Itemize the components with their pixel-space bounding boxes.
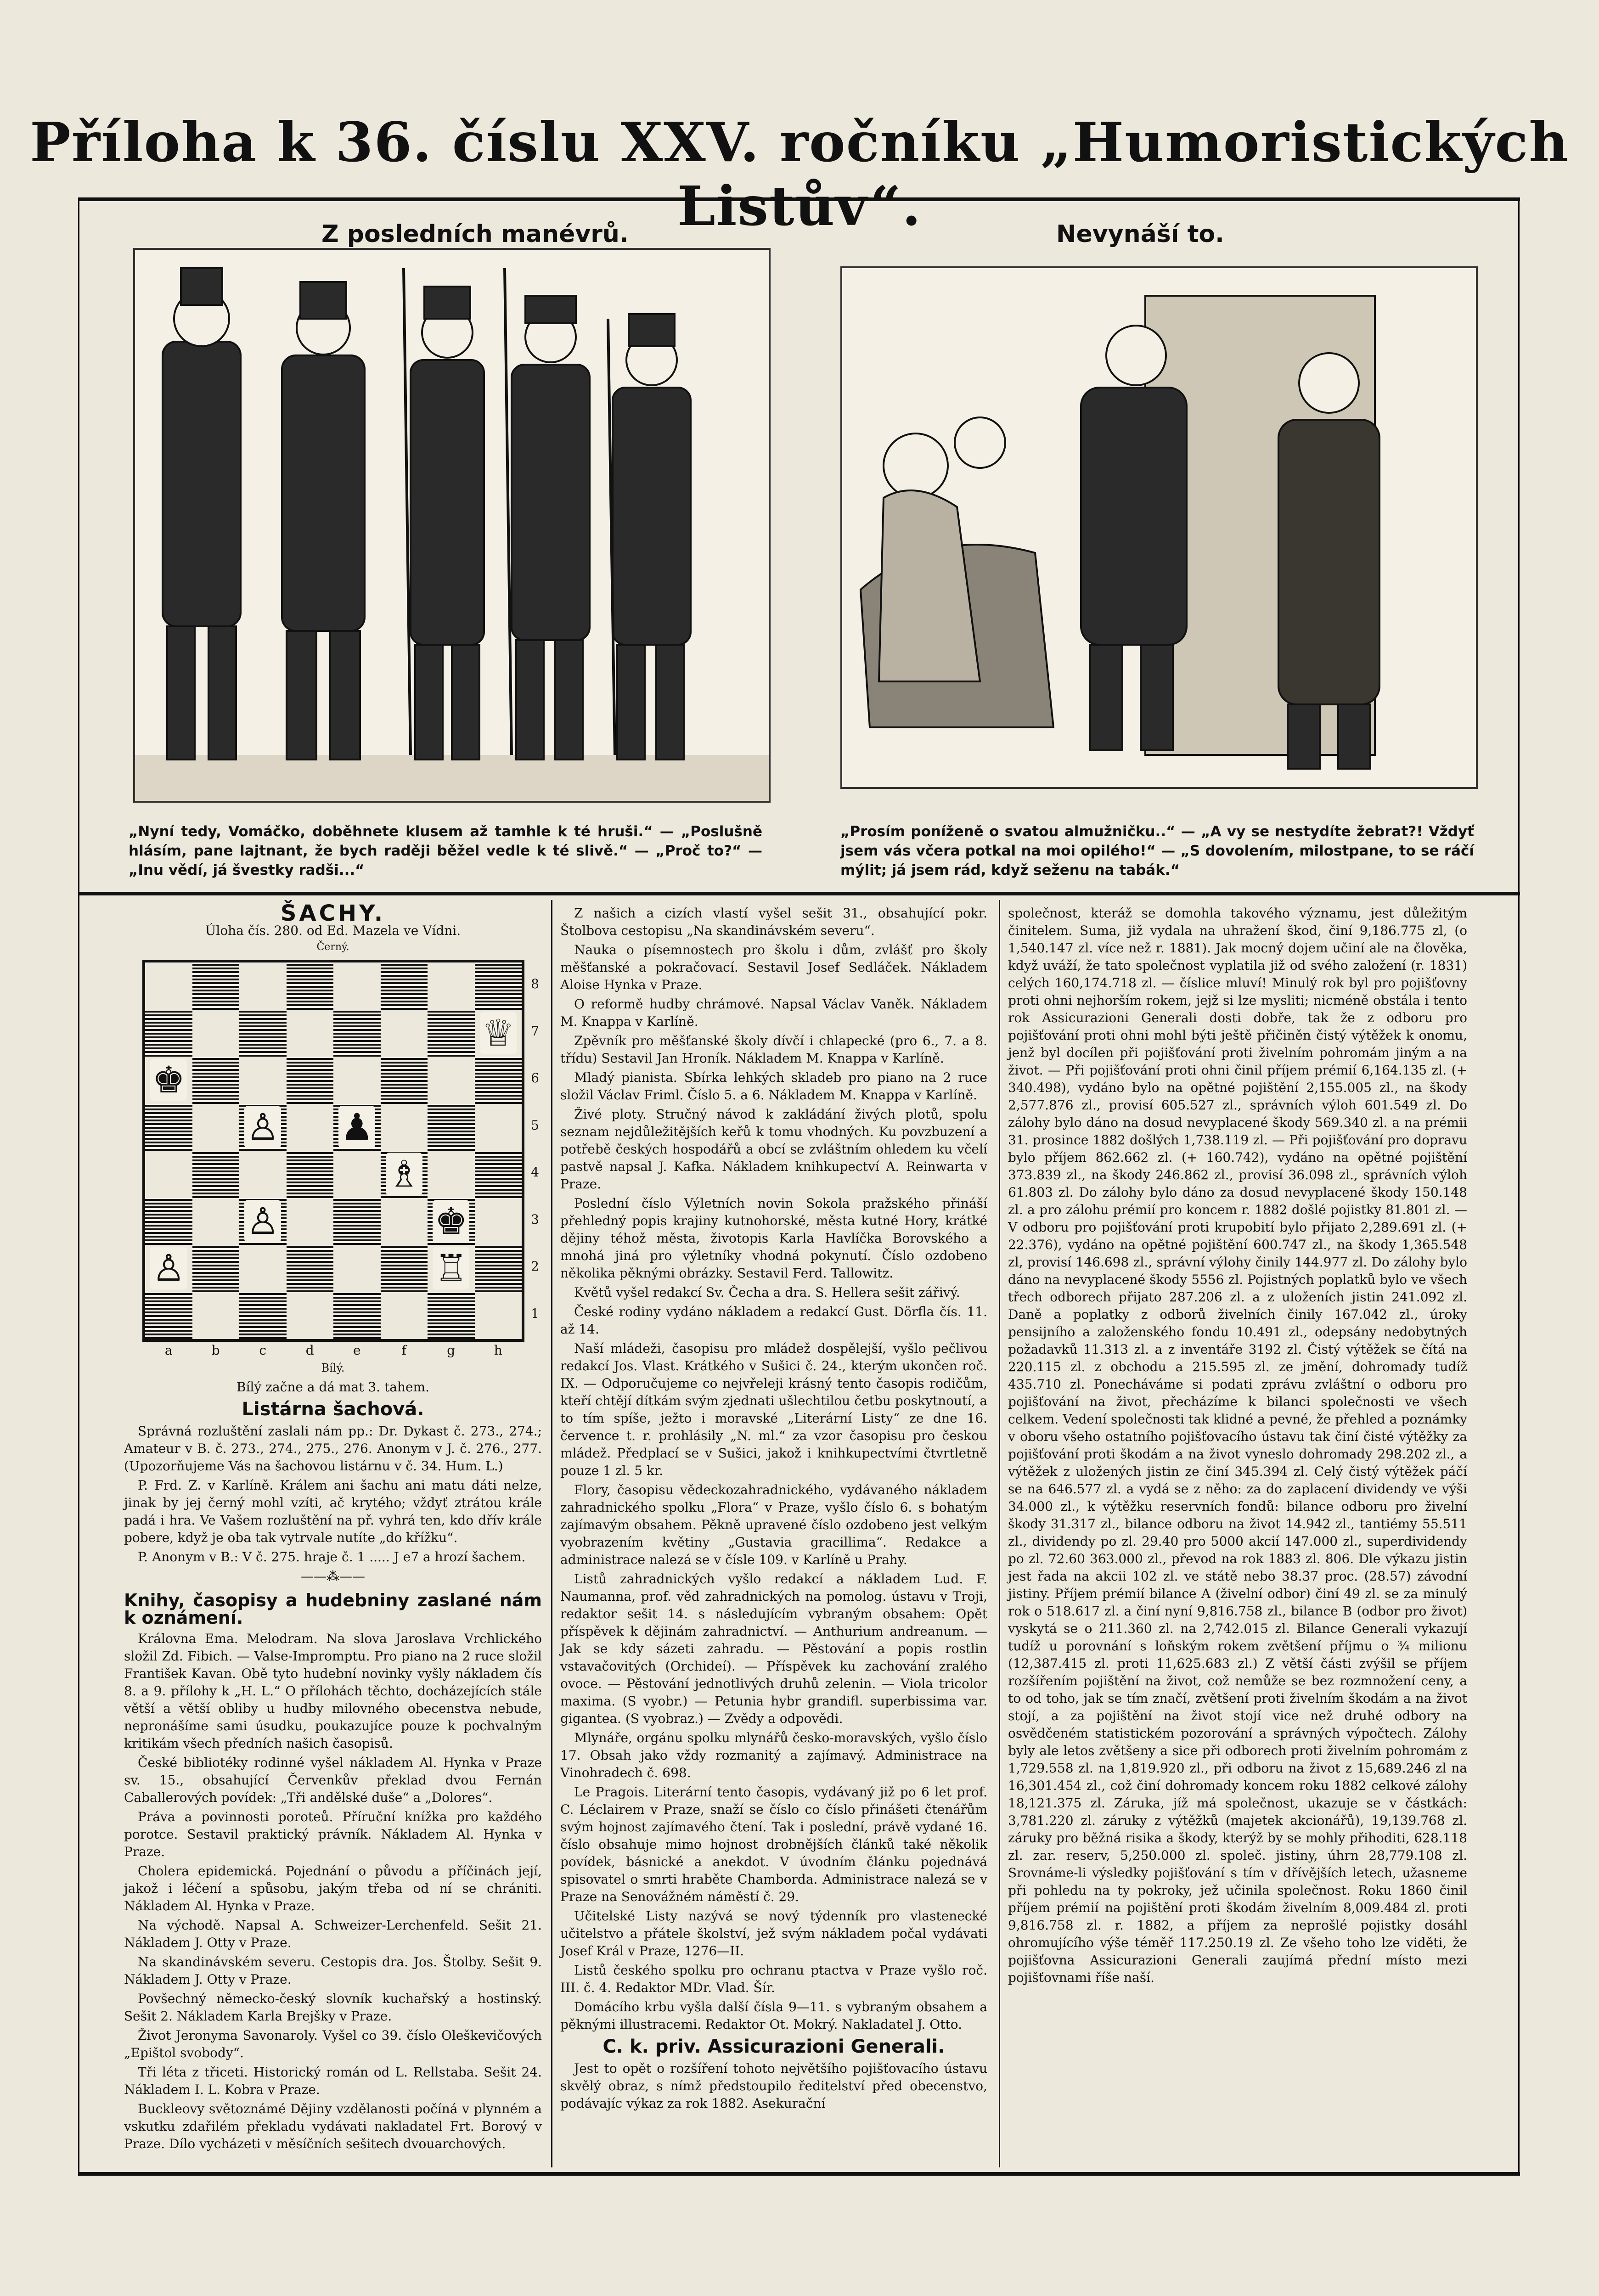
- publication-notice: Naší mládeži, časopisu pro mládež dospělejší, vyšlo pečlivou redakcí Jos. Vlast. Krátkého v Sušici č. 24., kterým ukončen roč. IX. — Odporučujeme co nejvřeleji krásný tento časopis rodičům, kteří chtějí dítkám svým zjednati ušlechtilou četbu poskytnoutí, a to tím spíše, ježto i moravské „Literární Listy“ ze dne 16. července t. r. prohlásily „N. ml.“ za vzor časopisu pro českou mládež. Předplací se v Sušici, jakož i knihkupectvími čtvrtletně pouze 1 zl. 5 kr.: [560, 1341, 987, 1478]
- file-label: d: [305, 1343, 314, 1358]
- top-rule: [78, 197, 1520, 201]
- board-square-f8: [381, 962, 428, 1010]
- book-notice: Tři léta z třiceti. Historický román od L. Rellstaba. Sešit 24. Nákladem I. L. Kobra v Praze.: [124, 2065, 542, 2097]
- black-label: Černý.: [316, 941, 349, 953]
- chess-heading: ŠACHY.: [280, 900, 386, 926]
- column-rule-2: [999, 900, 1000, 2167]
- board-square-e4: [333, 1151, 381, 1198]
- book-notice: Život Jeronyma Savonaroly. Vyšel co 39. číslo Oleškevičových „Epištol svobody“.: [124, 2028, 542, 2060]
- board-square-c2: [239, 1245, 287, 1292]
- soldiers-drawing: [135, 250, 769, 801]
- listarna-2: P. Frd. Z. v Karlíně. Králem ani šachu ani matu dáti nelze, jinak by jej černý mohl vzíti, ač krytého; vždyť ztrátou krále padá i hra. Ve Vašem rozluštění na př. vyhrá ten, kdo dřív krále pobere, když je oba tak vytrvale nutíte „do křížku“.: [124, 1478, 542, 1545]
- board-square-e2: [333, 1245, 381, 1292]
- board-square-e6: [333, 1057, 381, 1104]
- books-list: [124, 1630, 542, 2153]
- book-notice: Královna Ema. Melodram. Na slova Jaroslava Vrchlického složil Zd. Fibich. — Valse-Impromptu. Pro piano na 2 ruce složil František Kavan. Obě tyto hudební novinky vyšly nákladem čís 8. a 9. přílohy k „H. L.“ O přílohách těchto, docházejících stále větší a větší obliby u hudby milovného obecenstva nebude, nepronášíme sami úsudku, poukazujíce pouze k pochvalným kritikám všech předních našich časopisů.: [124, 1631, 542, 1751]
- board-square-b3: [192, 1198, 240, 1245]
- rank-label: 8: [531, 976, 539, 991]
- divider-ornament: ——⁂——: [301, 1569, 365, 1584]
- bottom-rule: [78, 2172, 1520, 2176]
- board-square-a5: [145, 1104, 192, 1151]
- file-label: e: [353, 1343, 361, 1358]
- board-square-b2: [192, 1245, 240, 1292]
- board-square-d7: [287, 1010, 334, 1057]
- chess-piece-c3: ♙: [239, 1198, 287, 1245]
- right-cartoon-illustration: [840, 266, 1478, 789]
- chess-piece-e5: ♟: [333, 1104, 381, 1151]
- board-square-a4: [145, 1151, 192, 1198]
- column-rule-1: [551, 900, 552, 2167]
- rank-label: 7: [531, 1023, 539, 1039]
- publication-notice: Mlynáře, orgánu spolku mlynářů česko-moravských, vyšlo číslo 17. Obsah jako vždy rozmanitý a zajímavý. Administrace na Vinohradech č. 698.: [560, 1730, 987, 1780]
- board-square-d5: [287, 1104, 334, 1151]
- board-square-b8: [192, 962, 240, 1010]
- file-label: h: [494, 1343, 502, 1358]
- publication-notice: Poslední číslo Výletních novin Sokola pražského přináší přehledný popis krajiny kutnohorské, města kutné Hory, krátké dějiny téhož města, životopis Karla Havlíčka Borovského a mnohá jiná pro výletníky vhodná pokynutí. Číslo ozdobeno několika pěknými obrázky. Sestavil Ferd. Tallowitz.: [560, 1196, 987, 1281]
- publications-list: [560, 905, 987, 2033]
- chess-piece-g3: ♚: [428, 1198, 475, 1245]
- publication-notice: Mladý pianista. Sbírka lehkých skladeb pro piano na 2 ruce složil Václav Friml. Číslo 5. a 6. Nákladem M. Knappa v Karlíně.: [560, 1070, 987, 1103]
- board-square-b4: [192, 1151, 240, 1198]
- left-cartoon-caption: „Nyní tedy, Vomáčko, doběhnete klusem až tamhle k té hruši.“ — „Poslušně hlásím, pane lajtnant, že bych raději běžel vedle k té slivě.“ — „Proč to?“ — „Inu vědí, já švestky radši...“: [129, 823, 762, 878]
- beggar-drawing: [842, 268, 1476, 787]
- listarna-3: P. Anonym v B.: V č. 275. hraje č. 1 ..... J e7 a hrozí šachem.: [138, 1549, 526, 1564]
- board-square-b5: [192, 1104, 240, 1151]
- frame-left: [78, 197, 79, 2172]
- board-square-b1: [192, 1292, 240, 1339]
- board-square-c7: [239, 1010, 287, 1057]
- board-square-h8: [475, 962, 522, 1010]
- rank-label: 5: [531, 1117, 539, 1133]
- board-square-f6: [381, 1057, 428, 1104]
- publication-notice: Nauka o písemnostech pro školu i dům, zvlášť pro školy měšťanské a pokračovací. Sestavil Josef Sedláček. Nákladem Aloise Hynka v Praze.: [560, 942, 987, 992]
- publication-notice: Listů českého spolku pro ochranu ptactva v Praze vyšlo roč. III. č. 4. Redaktor MDr. Vlad. Šír.: [560, 1963, 987, 1995]
- publication-notice: Le Pragois. Literární tento časopis, vydávaný již po 6 let prof. C. Léclairem v Praze, snaží se číslo co číslo přinášeti čtenářům svým hojnost zajímavého čtení. Tak i poslední, právě vydané 16. číslo obsahuje mimo hojnost drobnějších článků také několik povídek, básnické a anekdot. V úvodním článku pojednává spisovatel o smrti hraběte Chamborda. Administrace nalezá se v Praze na Senovážném náměstí č. 29.: [560, 1784, 987, 1904]
- generali-report: společnost, kteráž se domohla takového významu, jest důležitým činitelem. Suma, již vydala na uhražení škod, činí 9,186.775 zl, (o 1,540.147 zl. více než r. 1881). Jak mocný dojem učiní ale na člověka, když uváží, že tato společnost vyplatila již od svého založení (r. 1831) celých 160,174.718 zl. — číslice mluví! Minulý rok byl pro pojišťovny proti ohni nejhorším rokem, jejž si lze mysliti; nicméně obstála i tento rok Assicurazioni Generali dosti dobře, tak že z odboru pro pojišťování proti ohni mohl býti ještě přičiněn čistý výtěžek k onomu, jenž byl docílen při pojišťování proti živelním pohromám jiným a na život. — Při pojišťování proti ohni činil příjem prémií 6,164.135 zl. (+ 340.498), vydáno bylo na opětné pojištění 2,155.005 zl., na škody 2,577.876 zl., provisí 605.527 zl., správních výloh 601.549 zl. Do zálohy bylo dáno na dosud nevyplacené škody 569.340 zl. a na prémii 31. prosince 1882 došlých 1,738.119 zl. — Při pojišťování pro dopravu bylo příjem 862.662 zl. (+ 160.742), vydáno na opětné pojištění 373.839 zl., na škody 246.862 zl., provisí 36.098 zl., správních výloh 61.803 zl. Do zálohy bylo dáno za dosud nevyplacené škody 150.148 zl. a pro zálohu prémií pro koncem r. 1882 došlé pojistky 81.801 zl. — V odboru pro pojišťování proti krupobití bylo přijato 2,289.691 zl. (+ 22.376), vydáno na opětné pojištění 600.747 zl., na škody 1,365.548 zl, provisí 146.698 zl., správní výlohy činily 144.977 zl. Do zálohy bylo dáno na nevyplacené škody 5556 zl. Pojistných poplatků bylo ve všech třech odborech přijato 287.206 zl. a z uloženích jistin 241.092 zl. Daně a poplatky z odborů živelních činily 167.042 zl., úroky pensijního a založenského fondu 10.491 zl., odepsány nedobytných požadavků 11.313 zl. a z inventáře 3192 zl. Čistý výtěžek se čítá na 220.115 zl. z obchodu a 215.595 zl. ze jmění, dohromady tudíž 435.710 zl. Ponecháváme si podati zprávu zvláštní o odboru pro pojišťování na život, přecházíme k bilanci společnosti ve všech celkem. Vedení společnosti tak klidné a pevné, že přehled a poznámky v oboru všeho ostatního pojišťovacího ústavu tak činí čisté výtěžky za pojišťování proti škodám a na život vyneslo dohromady 298.202 zl., a výtěžek z uložených jistin ze činí 345.394 zl. Celý čistý výtěžek páčí se na 646.577 zl. a vydá se z něho: za do zaplacení dividendy ve výši 34.000 zl., k výtěžku reservních fondů: bilance odboru pro živelní škody 31.317 zl., bilance odboru na život 14.942 zl., tantiémy 55.511 zl., dividendy po zl. 29.40 pro 5000 akcií 147.000 zl., superdividendy po zl. 72.60 363.000 zl., převod na rok 1883 zl. 806. Dle výkazu jistin jest řada na akcii 102 zl. ve státě nebo 38.37 proc. (28.57) závodní jistiny. Příjem prémií bilance A (živelní odbor) činí 49 zl. se za minulý rok o 518.617 zl. a činí nyní 9,816.758 zl., bilance B (odbor pro život) vyskytá se o 211.360 zl. na 2,742.015 zl. Bilance Generali vykazují tudíž u porovnání s loňským rokem zvětšení příjmu o ¾ milionu (12,387.415 zl. proti 11,625.683 zl.) Z větší části zvýšil se příjem rozšířením pojištění na život, což nemůže se bez rozmnožení ceny, a to od toho, jak se tím značí, zvětšení proti živelním škodám a na život stojí, a za pojištění na život stojí vice než druhé odbory na osvědčeném statistickém pozorování a správných výpočtech. Zálohy byly ale letos zvětšeny a sice při odborech proti živelním pohromám z 1,729.558 zl. na 1,819.920 zl., při odboru na život z 15,689.246 zl na 16,301.454 zl., což činí dohromady koncem roku 1882 celkové zálohy 18,121.375 zl. Záruka, jíž má společnost, ukazuje se v částkách: 3,781.220 zl. záruky z výtěžků (majetek akcionářů), 19,139.768 zl. záruky pro běžná risika a škody, kterýž by se mohly přihoditi, 628.118 zl. zar. reserv, 5,250.000 zl. společ. jistiny, úhrn 28,779.108 zl. Srovnáme-li výsledky pojišťování s tím v dřívějších letech, užasneme při pohledu na ty pokroky, jež učinila společnost. Roku 1860 činil příjem prémií na pojištění proti škodám živelním 8,009.484 zl. proti 9,816.758 zl. r. 1882, a příjem za neprošlé pojistky dosáhl ohromujícího výše téměř 117.250.19 zl. Ze všeho toho lze viděti, že pojišťovna Assicurazioni Generali zaujímá přední místo mezi pojišťovnami říše naší.: [1008, 906, 1467, 1985]
- listarna-1: Správná rozluštění zaslali nám pp.: Dr. Dykast č. 273., 274.; Amateur v B. č. 273., 274., 275., 276. Anonym v J. č. 276., 277. (Upozorňujeme Vás na šachovou listárnu v č. 34. Hum. L.): [124, 1424, 542, 1474]
- masthead: Příloha k 36. číslu XXV. ročníku „Humoristických Listův“.: [29, 110, 1570, 238]
- board-square-f2: [381, 1245, 428, 1292]
- board-square-f1: [381, 1292, 428, 1339]
- board-square-g6: [428, 1057, 475, 1104]
- book-notice: Buckleovy světoznámé Dějiny vzdělanosti počíná v plynném a vskutku zdařilém překladu vydávati nakladatel Frt. Borový v Praze. Dílo vycházeti v měsíčních sešitech dvouarchových.: [124, 2101, 542, 2151]
- chess-piece-h7: ♕: [475, 1010, 522, 1057]
- book-notice: České bibliotéky rodinné vyšel nákladem Al. Hynka v Praze sv. 15., obsahující Červenkův překlad dvou Fernán Caballerových povídek: „Tři andělské duše“ a „Dolores“.: [124, 1755, 542, 1805]
- chess-task: Bílý začne a dá mat 3. tahem.: [236, 1379, 429, 1395]
- rank-label: 1: [531, 1306, 539, 1321]
- generali-heading: C. k. priv. Assicurazioni Generali.: [602, 2036, 945, 2057]
- chess-piece-g2: ♖: [428, 1245, 475, 1292]
- board-square-e8: [333, 962, 381, 1010]
- board-square-h2: [475, 1245, 522, 1292]
- chess-piece-f4: ♗: [381, 1151, 428, 1198]
- publication-notice: Učitelské Listy nazývá se nový týdenník pro vlastenecké učitelstvo a přátele školství, jež svým nákladem počal vydávati Josef Král v Praze, 1276—II.: [560, 1908, 987, 1958]
- board-square-c1: [239, 1292, 287, 1339]
- book-notice: Cholera epidemická. Pojednání o původu a příčinách její, jakož i léčení a spůsobu, jakým třeba od ní se chrániti. Nákladem Al. Hynka v Praze.: [124, 1863, 542, 1913]
- chess-piece-a2: ♙: [145, 1245, 192, 1292]
- board-square-g4: [428, 1151, 475, 1198]
- board-square-h3: [475, 1198, 522, 1245]
- book-notice: Práva a povinnosti poroteů. Příruční knížka pro každého porotce. Sestavil praktický právník. Nákladem Al. Hynka v Praze.: [124, 1809, 542, 1859]
- board-square-f7: [381, 1010, 428, 1057]
- file-label: g: [447, 1343, 456, 1358]
- board-square-g5: [428, 1104, 475, 1151]
- board-square-d4: [287, 1151, 334, 1198]
- books-heading: Knihy, časopisy a hudebniny zaslané nám k oznámení.: [124, 1590, 542, 1628]
- chess-problem: Úloha čís. 280. od Ed. Mazela ve Vídni.: [205, 923, 461, 938]
- rank-label: 2: [531, 1259, 539, 1274]
- left-cartoon-title: Z posledních manévrů.: [321, 220, 629, 248]
- publication-notice: Živé ploty. Stručný návod k zakládání živých plotů, spolu seznam nejdůležitějších keřů k tomu vhodných. Ku povzbuzení a potřebě českých hospodářů a obcí se zvláštním ohledem ku včelí pastvě napsal J. Kafka. Nákladem knihkupectví A. Reinwarta v Praze.: [560, 1107, 987, 1192]
- right-cartoon-caption: „Prosím poníženě o svatou almužničku..“ — „A vy se nestydíte žebrat?! Vždyť jsem vás včera potkal na moi opilého!“ — „S dovolením, milostpane, to se ráčí mýlit; já jsem rád, když seženu na tabák.“: [840, 823, 1474, 878]
- publication-notice: České rodiny vydáno nákladem a redakcí Gust. Dörfla čís. 11. až 14.: [560, 1304, 987, 1337]
- chess-piece-a6: ♚: [145, 1057, 192, 1104]
- publication-notice: Z našich a cizích vlastí vyšel sešit 31., obsahující pokr. Štolbova cestopisu „Na skandinávském severu“.: [560, 906, 987, 938]
- board-square-a8: [145, 962, 192, 1010]
- board-square-h5: [475, 1104, 522, 1151]
- chess-piece-c5: ♙: [239, 1104, 287, 1151]
- book-notice: Povšechný německo-český slovník kuchařský a hostinský. Sešit 2. Nákladem Karla Brejšky v Praze.: [124, 1991, 542, 2024]
- publication-notice: Domácího krbu vyšla další čísla 9—11. s vybraným obsahem a pěknými illustracemi. Redaktor Ot. Mokrý. Nakladatel J. Otto.: [560, 1999, 987, 2032]
- file-label: b: [211, 1343, 220, 1358]
- left-cartoon-illustration: [133, 248, 771, 803]
- board-square-h6: [475, 1057, 522, 1104]
- frame-right: [1518, 197, 1520, 2172]
- board-square-d1: [287, 1292, 334, 1339]
- board-square-h4: [475, 1151, 522, 1198]
- board-square-d3: [287, 1198, 334, 1245]
- publication-notice: Zpěvník pro měšťanské školy dívčí i chlapecké (pro 6., 7. a 8. třídu) Sestavil Jan Hroník. Nákladem M. Knappa v Karlíně.: [560, 1033, 987, 1066]
- board-square-h1: [475, 1292, 522, 1339]
- file-label: c: [259, 1343, 267, 1358]
- mid-rule: [78, 892, 1520, 895]
- board-square-f3: [381, 1198, 428, 1245]
- board-square-b7: [192, 1010, 240, 1057]
- board-square-g1: [428, 1292, 475, 1339]
- publication-notice: Květů vyšel redakcí Sv. Čecha a dra. S. Hellera sešit zářivý.: [574, 1285, 960, 1300]
- board-square-d6: [287, 1057, 334, 1104]
- file-label: f: [401, 1343, 406, 1358]
- publication-notice: Flory, časopisu vědeckozahradnického, vydávaného nákladem zahradnického spolku „Flora“ v Praze, vyšlo číslo 6. s bohatým zajímavým obsahem. Pěkně upravené číslo ozdobeno jest velkým vyobrazením květiny „Gustavia gracillima“. Redakce a administrace nalezá se v čísle 109. v Karlíně u Prahy.: [560, 1482, 987, 1567]
- generali-lead: Jest to opět o rozšíření tohoto největšího pojišťovacího ústavu skvělý obraz, s nímž předstoupilo ředitelství před obecenstvo, podávajíc výkaz za rok 1882. Asekurační: [560, 2061, 987, 2111]
- board-square-c8: [239, 962, 287, 1010]
- file-label: a: [164, 1343, 173, 1358]
- board-square-f5: [381, 1104, 428, 1151]
- chess-diagram: [124, 955, 542, 1359]
- board-square-c4: [239, 1151, 287, 1198]
- column-publications: [560, 905, 987, 2114]
- chess-board: [142, 960, 524, 1342]
- board-square-d2: [287, 1245, 334, 1292]
- column-chess-books: [124, 900, 542, 2155]
- rank-label: 3: [531, 1211, 539, 1227]
- board-square-a1: [145, 1292, 192, 1339]
- board-square-d8: [287, 962, 334, 1010]
- right-cartoon-title: Nevynáší to.: [1056, 220, 1224, 248]
- board-square-e1: [333, 1292, 381, 1339]
- rank-label: 4: [531, 1165, 539, 1180]
- board-square-a7: [145, 1010, 192, 1057]
- rank-label: 6: [531, 1070, 539, 1086]
- publication-notice: O reformě hudby chrámové. Napsal Václav Vaněk. Nákladem M. Knappa v Karlíně.: [560, 996, 987, 1029]
- book-notice: Na východě. Napsal A. Schweizer-Lerchenfeld. Sešit 21. Nákladem J. Otty v Praze.: [124, 1918, 542, 1950]
- board-square-e7: [333, 1010, 381, 1057]
- publication-notice: Listů zahradnických vyšlo redakcí a nákladem Lud. F. Naumanna, prof. věd zahradnických na pomolog. ústavu v Troji, redaktor sešit 14. s následujícím vybraným obsahem: Opět příspěvek k dějinám zahradnictví. — Anthurium andreanum. — Jak se kdy sázeti zahradu. — Pěstování a popis rostlin vstavačovitých (Orchideí). — Příspěvek ku zachování zralého ovoce. — Pěstování jednotlivých druhů zelenin. — Viola tricolor maxima. (S vyobr.) — Petunia hybr grandifl. superbissima var. gigantea. (S vyobraz.) — Zvědy a odpovědi.: [560, 1571, 987, 1726]
- board-square-g7: [428, 1010, 475, 1057]
- book-notice: Na skandinávském severu. Cestopis dra. Jos. Štolby. Sešit 9. Nákladem J. Otty v Praze.: [124, 1954, 542, 1987]
- board-square-b6: [192, 1057, 240, 1104]
- board-square-e3: [333, 1198, 381, 1245]
- column-generali: [1008, 905, 1467, 1988]
- white-label: Bílý.: [321, 1362, 345, 1374]
- listarna-heading: Listárna šachová.: [242, 1399, 424, 1420]
- board-square-c6: [239, 1057, 287, 1104]
- board-square-g8: [428, 962, 475, 1010]
- board-square-a3: [145, 1198, 192, 1245]
